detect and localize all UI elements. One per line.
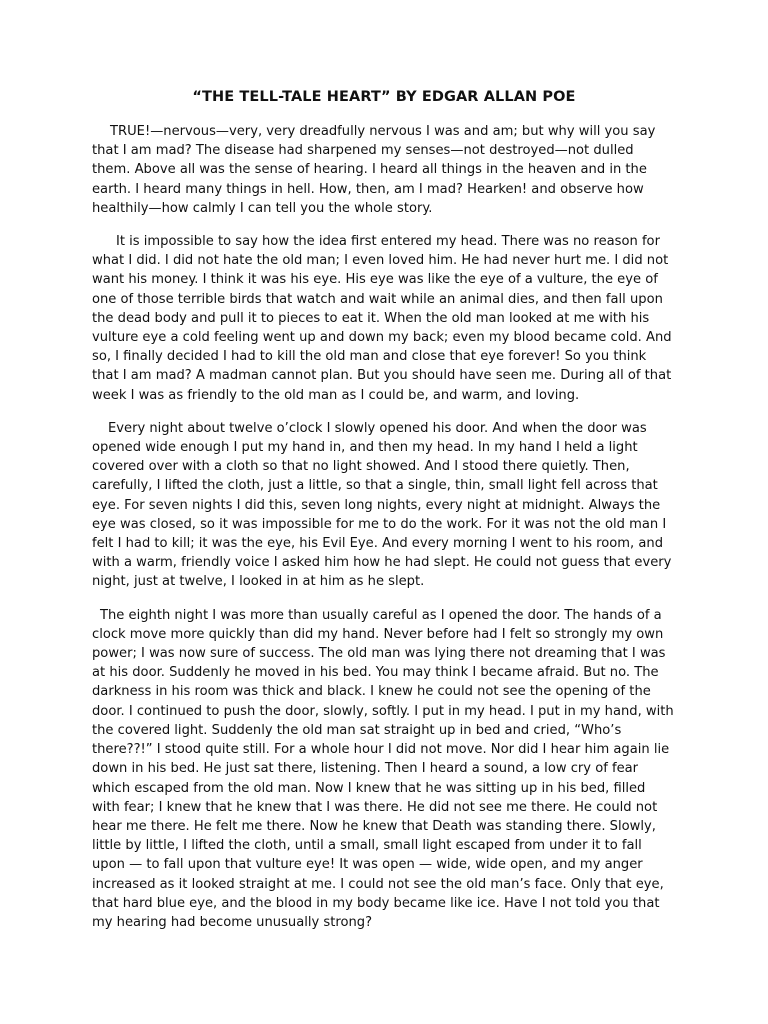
document-title: “THE TELL-TALE HEART” BY EDGAR ALLAN POE bbox=[192, 89, 576, 105]
paragraph-2: It is impossible to say how the idea first entered my head. There was no reason for what I did. I did not hate the old man; I even loved him. He had never hurt me. I did not want his money. I think it was his eye. His eye was like the eye of a vulture, the eye of one of those terrible birds that watch and wait while an animal dies, and then fall upon the dead body and pull it to pieces to eat it. When the old man looked at me with his vulture eye a cold feeling went up and down my back; even my blood became cold. And so, I finally decided I had to kill the old man and close that eye forever! So you think that I am mad? A madman cannot plan. But you should have seen me. During all of that week I was as friendly to the old man as I could be, and warm, and loving. bbox=[92, 234, 672, 403]
paragraph-4: The eighth night I was more than usually careful as I opened the door. The hands of a clock move more quickly than did my hand. Never before had I felt so strongly my own power; I was now sure of success. The old man was lying there not dreaming that I was at his door. Suddenly he moved in his bed. You may think I became afraid. But no. The darkness in his room was thick and black. I knew he could not see the opening of the door. I continued to push the door, slowly, softly. I put in my head. I put in my hand, with the covered light. Suddenly the old man sat straight up in bed and cried, “Who’s there??!” I stood quite still. For a whole hour I did not move. Nor did I hear him again lie down in his bed. He just sat there, listening. Then I heard a sound, a low cry of fear which escaped from the old man. Now I knew that he was sitting up in his bed, filled with fear; I knew that he knew that I was there. He did not see me there. He could not hear me there. He felt me there. Now he knew that Death was standing there. Slowly, little by little, I lifted the cloth, until a small, small light escaped from under it to fall upon — to fall upon that vulture eye! It was open — wide, wide open, and my anger increased as it looked straight at me. I could not see the old man’s face. Only that eye, that hard blue eye, and the blood in my body became like ice. Have I not told you that my hearing had become unusually strong? bbox=[92, 607, 674, 930]
paragraph-3: Every night about twelve o’clock I slowly opened his door. And when the door was opened wide enough I put my hand in, and then my head. In my hand I held a light covered over with a cloth so that no light showed. And I stood there quietly. Then, carefully, I lifted the cloth, just a little, so that a single, thin, small light fell across that eye. For seven nights I did this, seven long nights, every night at midnight. Always the eye was closed, so it was impossible for me to do the work. For it was not the old man I felt I had to kill; it was the eye, his Evil Eye. And every morning I went to his room, and with a warm, friendly voice I asked him how he had slept. He could not guess that every night, just at twelve, I looked in at him as he slept. bbox=[92, 420, 672, 590]
paragraph-1: TRUE!—nervous—very, very dreadfully nervous I was and am; but why will you say that I am mad? The disease had sharpened my senses—not destroyed—not dulled them. Above all was the sense of hearing. I heard all things in the heaven and in the earth. I heard many things in hell. How, then, am I mad? Hearken! and observe how healthily—how calmly I can tell you the whole story. bbox=[92, 124, 656, 216]
